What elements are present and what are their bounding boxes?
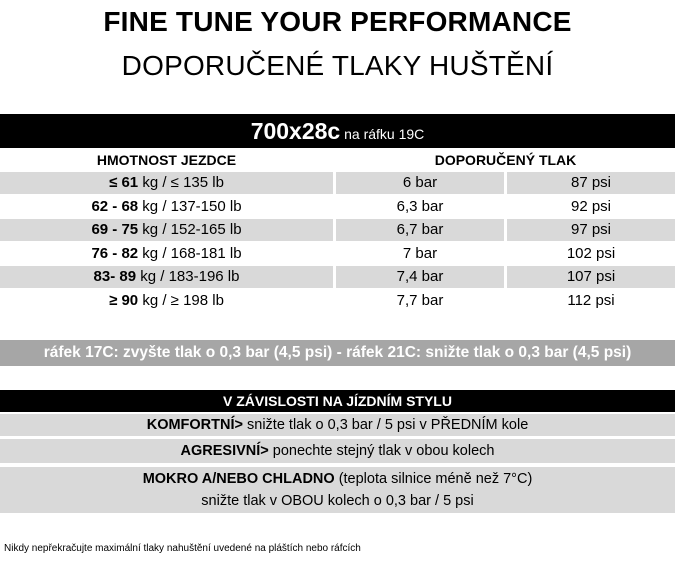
rim-adjust-note: ráfek 17C: zvyšte tlak o 0,3 bar (4,5 psi) - ráfek 21C: snižte tlak o 0,3 bar (4,5 psi) (0, 340, 675, 366)
bar-cell: 7,7 bar (396, 292, 444, 309)
weight-cell: ≥ 90 kg / ≥ 198 lb (109, 292, 224, 309)
psi-cell: 112 psi (567, 292, 615, 309)
bar-cell: 7,4 bar (336, 266, 504, 288)
bar-cell: 7 bar (402, 245, 438, 262)
page-title: FINE TUNE YOUR PERFORMANCE (103, 6, 572, 37)
page-subtitle: DOPORUČENÉ TLAKY HUŠTĚNÍ (121, 50, 554, 81)
psi-cell: 107 psi (507, 266, 675, 288)
psi-cell: 92 psi (570, 198, 612, 215)
bar-cell: 6 bar (336, 172, 504, 194)
tire-size: 700x28c (250, 118, 341, 144)
weight-cell: 69 - 75 kg / 152-165 lb (0, 219, 333, 241)
riding-style-header: V ZÁVISLOSTI NA JÍZDNÍM STYLU (0, 390, 675, 412)
weight-cell: 76 - 82 kg / 168-181 lb (91, 245, 242, 262)
psi-cell: 97 psi (507, 219, 675, 241)
weight-cell: ≤ 61 kg / ≤ 135 lb (0, 172, 333, 194)
comfort-row: KOMFORTNÍ> snižte tlak o 0,3 bar / 5 psi v PŘEDNÍM kole (0, 414, 675, 436)
psi-cell: 87 psi (507, 172, 675, 194)
footer-disclaimer: Nikdy nepřekračujte maximální tlaky nahuštění uvedené na pláštích nebo ráfcích (4, 543, 361, 554)
wet-cold-row: MOKRO A/NEBO CHLADNO (teplota silnice méně než 7°C) snižte tlak v OBOU kolech o 0,3 bar / 5 psi (0, 467, 675, 513)
rim-size: na ráfku 19C (340, 126, 425, 142)
weight-cell: 62 - 68 kg / 137-150 lb (91, 198, 242, 215)
pressure-header: DOPORUČENÝ TLAK (434, 152, 577, 168)
bar-cell: 6,3 bar (396, 198, 444, 215)
weight-cell: 83- 89 kg / 183-196 lb (0, 266, 333, 288)
weight-header: HMOTNOST JEZDCE (96, 152, 237, 168)
psi-cell: 102 psi (566, 245, 616, 262)
aggressive-row: AGRESIVNÍ> ponechte stejný tlak v obou kolech (0, 439, 675, 463)
bar-cell: 6,7 bar (336, 219, 504, 241)
tire-size-band (0, 114, 675, 148)
